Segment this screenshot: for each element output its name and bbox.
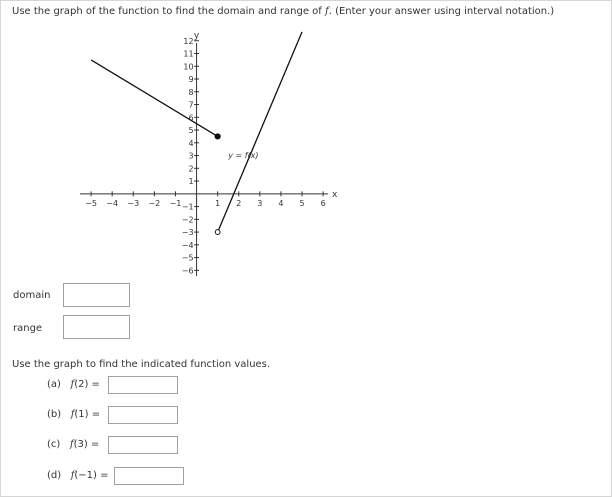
part-b-input[interactable] — [108, 406, 178, 424]
part-a-function: f — [70, 379, 75, 390]
part-b-argument: (1) = — [74, 409, 101, 420]
open-endpoint — [215, 230, 220, 235]
y-tick-label: 11 — [183, 49, 194, 59]
y-tick-label: 10 — [183, 62, 194, 72]
y-tick-label: −1 — [181, 202, 194, 212]
y-tick-label: 12 — [183, 36, 194, 46]
y-tick-label: 8 — [188, 87, 194, 97]
x-tick-label: −4 — [106, 198, 119, 208]
y-tick-label: 7 — [188, 100, 194, 110]
y-tick-label: 3 — [188, 151, 194, 161]
x-tick-label: −1 — [169, 198, 182, 208]
y-tick-label: −2 — [181, 215, 194, 225]
function-segment-1 — [91, 60, 218, 137]
x-tick-label: −5 — [85, 198, 97, 208]
x-axis-label: x — [332, 189, 338, 200]
y-tick-label: 1 — [188, 177, 194, 187]
y-tick-label: −3 — [181, 228, 194, 238]
y-tick-label: −4 — [181, 240, 194, 250]
part-d-function: f — [70, 470, 75, 481]
part-c-letter: (c) — [47, 439, 61, 450]
y-axis-label: y — [193, 31, 200, 41]
part-b-letter: (b) — [47, 409, 62, 420]
x-tick-label: 1 — [215, 198, 221, 208]
part-b-function: f — [70, 409, 75, 420]
y-tick-label: 2 — [188, 164, 194, 174]
y-tick-label: 5 — [188, 126, 194, 136]
part-c-label — [47, 439, 99, 450]
x-tick-label: 6 — [320, 198, 326, 208]
domain-label: domain — [13, 290, 51, 301]
part-d-argument: (−1) = — [74, 470, 109, 481]
x-tick-label: 4 — [278, 198, 284, 208]
part-c-input[interactable] — [108, 436, 178, 454]
part-a-label — [47, 379, 100, 390]
y-tick-label: 9 — [188, 75, 194, 85]
instruction-text: Use the graph of the function to find the domain and range of — [12, 6, 326, 17]
question-instruction — [12, 6, 554, 17]
x-tick-label: 5 — [299, 198, 305, 208]
function-graph — [70, 28, 340, 278]
function-values-instruction: Use the graph to find the indicated function values. — [12, 359, 271, 370]
x-tick-label: −3 — [127, 198, 140, 208]
y-tick-label: 6 — [188, 113, 194, 123]
instruction-function-name: f — [325, 6, 329, 17]
part-d-label — [47, 470, 109, 481]
range-label: range — [13, 323, 43, 334]
y-tick-label: −5 — [181, 253, 194, 263]
part-d-letter: (d) — [47, 470, 62, 481]
part-a-input[interactable] — [108, 376, 178, 394]
instruction-text-end: . (Enter your answer using interval notation.) — [328, 6, 555, 17]
part-a-letter: (a) — [47, 379, 61, 390]
domain-input[interactable] — [63, 283, 130, 307]
x-tick-label: 3 — [257, 198, 263, 208]
closed-endpoint — [215, 134, 220, 139]
x-tick-label: 2 — [236, 198, 242, 208]
function-label: y = f(x) — [228, 151, 259, 161]
part-a-argument: (2) = — [74, 379, 100, 390]
part-b-label — [47, 409, 100, 420]
part-c-function: f — [69, 439, 74, 450]
part-d-input[interactable] — [114, 467, 184, 485]
range-input[interactable] — [63, 315, 130, 339]
y-tick-label: 4 — [188, 138, 194, 148]
x-tick-label: −2 — [148, 198, 161, 208]
part-c-argument: (3) = — [73, 439, 100, 450]
y-tick-label: −6 — [181, 266, 194, 276]
